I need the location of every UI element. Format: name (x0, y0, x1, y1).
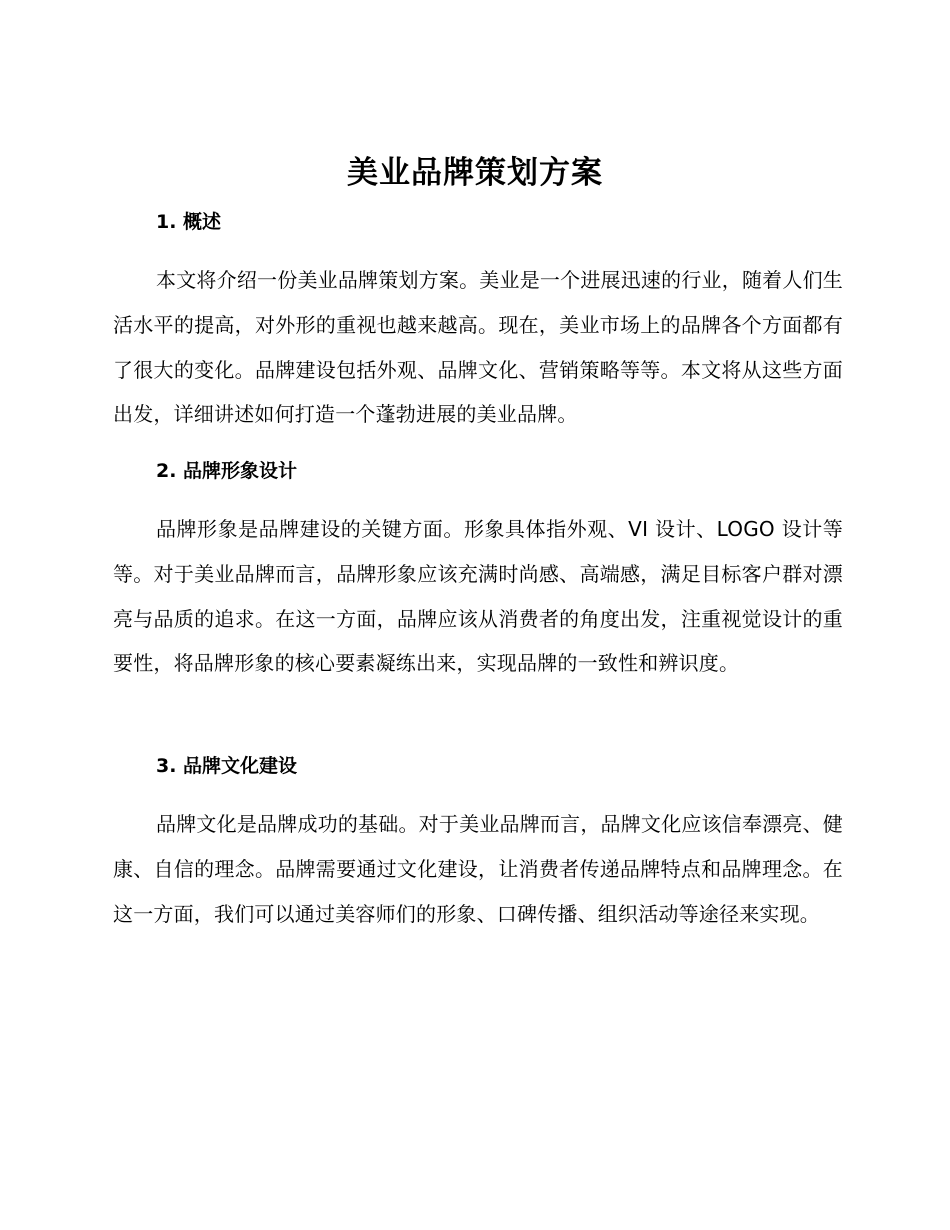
section-paragraph-brand-image: 品牌形象是品牌建设的关键方面。形象具体指外观、VI 设计、LOGO 设计等等。对于美业品牌而言，品牌形象应该充满时尚感、高端感，满足目标客户群对漂亮与品质的追求。在这一方面，品牌应该从消费者的角度出发，注重视觉设计的重要性，将品牌形象的核心要素凝练出来，实现品牌的一致性和辨识度。 (113, 517, 843, 676)
section-paragraph-brand-culture: 品牌文化是品牌成功的基础。对于美业品牌而言，品牌文化应该信奉漂亮、健康、自信的理念。品牌需要通过文化建设，让消费者传递品牌特点和品牌理念。在这一方面，我们可以通过美容师们的形象、口碑传播、组织活动等途径来实现。 (113, 812, 843, 926)
section-heading-brand-image: 2. 品牌形象设计 (156, 460, 298, 482)
section-heading-overview: 1. 概述 (156, 211, 222, 233)
section-heading-brand-culture: 3. 品牌文化建设 (156, 755, 298, 777)
section-paragraph-overview: 本文将介绍一份美业品牌策划方案。美业是一个进展迅速的行业，随着人们生活水平的提高，对外形的重视也越来越高。现在，美业市场上的品牌各个方面都有了很大的变化。品牌建设包括外观、品牌文化、营销策略等等。本文将从这些方面出发，详细讲述如何打造一个蓬勃进展的美业品牌。 (113, 268, 843, 427)
document-title: 美业品牌策划方案 (347, 155, 603, 191)
